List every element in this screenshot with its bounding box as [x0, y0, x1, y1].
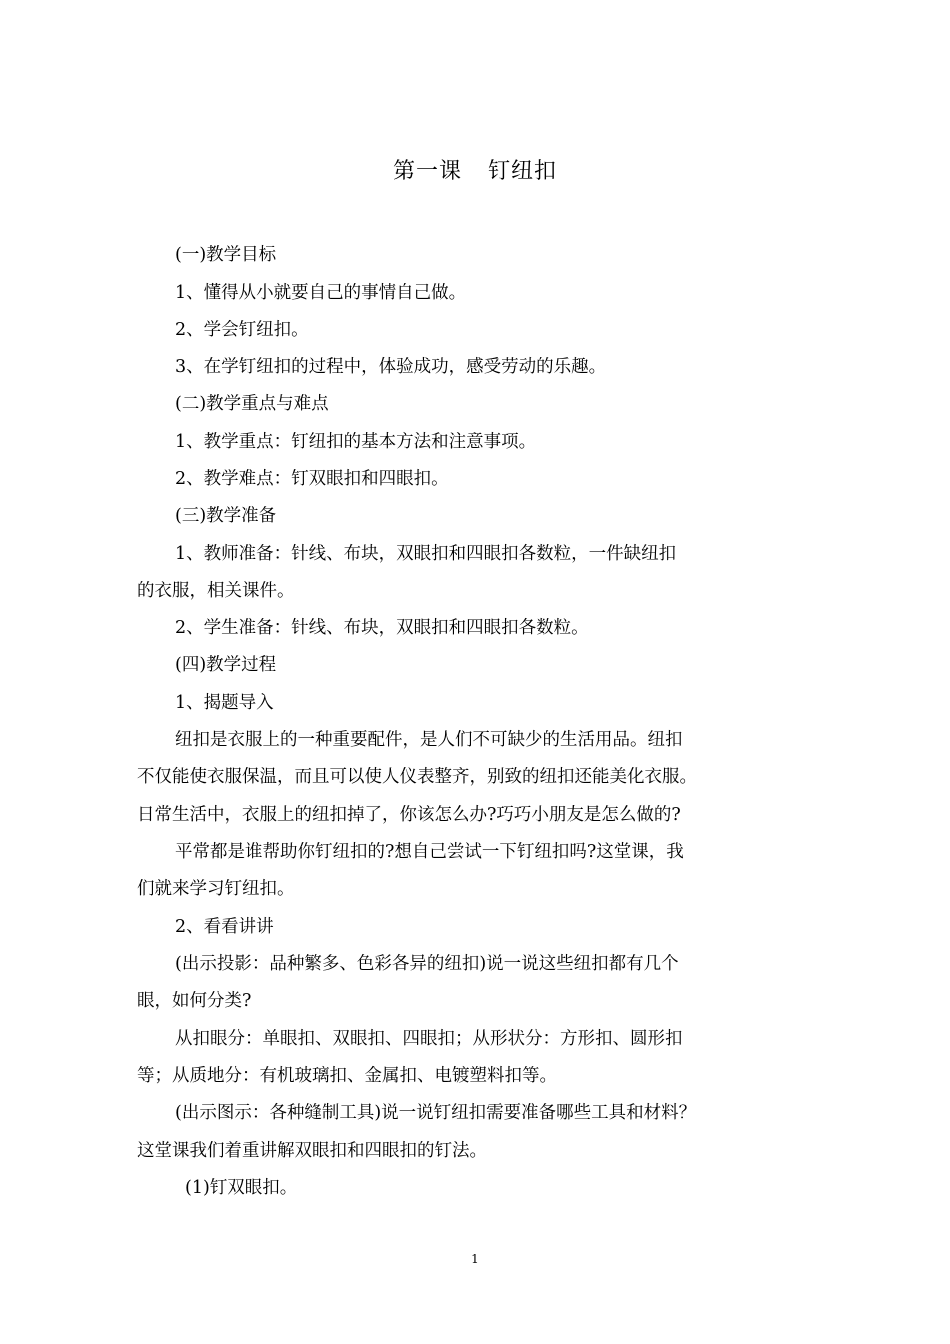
page-title [0, 154, 950, 185]
paragraph-line: (出示图示：各种缝制工具)说一说钉纽扣需要准备哪些工具和材料？ [175, 1103, 697, 1123]
paragraph-line: 2、教学难点：钉双眼扣和四眼扣。 [175, 469, 449, 489]
paragraph-line: 2、学生准备：针线、布块，双眼扣和四眼扣各数粒。 [175, 618, 589, 638]
paragraph-line: 的衣服，相关课件。 [137, 581, 295, 601]
paragraph-line: 1、懂得从小就要自己的事情自己做。 [175, 283, 467, 303]
paragraph-line: 2、看看讲讲 [175, 917, 274, 937]
paragraph-line: 平常都是谁帮助你钉纽扣的?想自己尝试一下钉纽扣吗?这堂课，我 [175, 842, 684, 862]
paragraph-line: 们就来学习钉纽扣。 [137, 879, 295, 899]
paragraph-line: (1)钉双眼扣。 [185, 1178, 298, 1198]
paragraph-line: 1、揭题导入 [175, 693, 274, 713]
title-lesson: 第一课 [392, 159, 462, 184]
heading-process: (四)教学过程 [175, 655, 277, 675]
heading-preparation: (三)教学准备 [175, 506, 277, 526]
paragraph-line: 等；从质地分：有机玻璃扣、金属扣、电镀塑料扣等。 [137, 1066, 557, 1086]
paragraph-line: 从扣眼分：单眼扣、双眼扣、四眼扣；从形状分：方形扣、圆形扣 [175, 1029, 683, 1049]
paragraph-line: 眼，如何分类? [137, 991, 252, 1011]
paragraph-line: 这堂课我们着重讲解双眼扣和四眼扣的钉法。 [137, 1141, 487, 1161]
paragraph-line: 不仅能使衣服保温，而且可以使人仪表整齐，别致的纽扣还能美化衣服。 [137, 767, 697, 787]
paragraph-line: 2、学会钉纽扣。 [175, 320, 309, 340]
paragraph-line: 1、教学重点：钉纽扣的基本方法和注意事项。 [175, 432, 537, 452]
paragraph-line: 日常生活中，衣服上的纽扣掉了，你该怎么办?巧巧小朋友是怎么做的? [137, 805, 681, 825]
heading-objectives: (一)教学目标 [175, 245, 277, 265]
paragraph-line: 3、在学钉纽扣的过程中，体验成功，感受劳动的乐趣。 [175, 357, 607, 377]
heading-key-points: (二)教学重点与难点 [175, 394, 329, 414]
title-topic: 钉纽扣 [488, 159, 558, 184]
paragraph-line: 纽扣是衣服上的一种重要配件，是人们不可缺少的生活用品。纽扣 [175, 730, 683, 750]
paragraph-line: 1、教师准备：针线、布块，双眼扣和四眼扣各数粒，一件缺纽扣 [175, 544, 677, 564]
page-number: 1 [471, 1252, 479, 1266]
paragraph-line: (出示投影：品种繁多、色彩各异的纽扣)说一说这些纽扣都有几个 [175, 954, 679, 974]
